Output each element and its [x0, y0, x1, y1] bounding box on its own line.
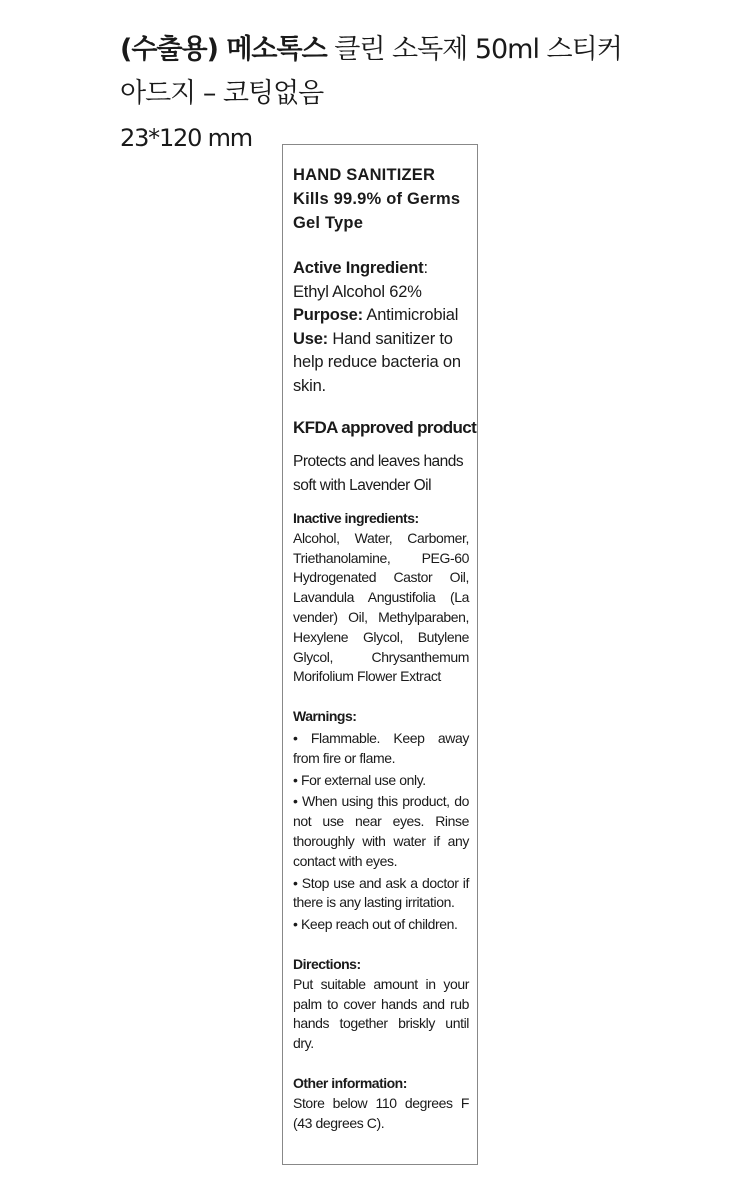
sticker-label [282, 144, 478, 1165]
use-value: Hand sanitizer to help reduce bacteria on skin. [293, 329, 461, 395]
active-ingredient-value: Ethyl Alcohol 62% [293, 282, 422, 301]
warning-item: • When using this product, do not use near eyes. Rinse thoroughly with water if any contact with eyes. [293, 793, 469, 869]
adhesive-spec: 아드지 – 코팅없음 [120, 78, 324, 109]
product-title-rest: 클린 소독제 50ml 스티커 [326, 34, 622, 65]
active-ingredient-block [293, 257, 469, 398]
warning-item: • Flammable. Keep away from fire or flame. [293, 729, 469, 766]
other-heading: Other information: [293, 1074, 407, 1091]
label-content [293, 163, 477, 1133]
label-title-line-3: Gel Type [293, 214, 364, 232]
inactive-text: Alcohol, Water, Carbomer, Triethanolamine, PEG-60 Hydrogenated Castor Oil, Lavandula Angustifolia (La vender) Oil, Methylparaben, Hexylene Glycol, Butylene Glycol, Chrysanthemum Morifolium Flower Extract [293, 529, 469, 685]
warning-item: • Keep reach out of children. [293, 916, 458, 933]
directions-section [293, 955, 469, 1054]
protects-text: Protects and leaves hands soft with Lavender Oil [293, 453, 464, 494]
other-info-section [293, 1074, 469, 1133]
inactive-heading: Inactive ingredients: [293, 510, 419, 526]
directions-text: Put suitable amount in your palm to cover hands and rub hands together briskly until dry. [293, 975, 469, 1052]
other-text: Store below 110 degrees F (43 degrees C). [293, 1094, 469, 1131]
label-title-line-1: HAND SANITIZER [293, 166, 436, 184]
product-title [120, 28, 740, 72]
size-spec: 23*120 mm [120, 124, 252, 152]
purpose-value: Antimicrobial [362, 306, 459, 324]
spec-header [120, 28, 740, 160]
warning-item: • For external use only. [293, 771, 426, 788]
inactive-ingredients-section [293, 509, 469, 687]
active-ingredient-label: Active Ingredient [293, 259, 424, 277]
use-row [293, 328, 469, 399]
use-label: Use: [293, 329, 328, 348]
product-title-bold: (수출용) 메소톡스 [120, 34, 327, 65]
purpose-row [293, 304, 469, 328]
active-ingredient-colon: : [423, 259, 428, 277]
label-title-line-2: Kills 99.9% of Germs [293, 190, 461, 208]
active-ingredient-row [293, 257, 469, 281]
directions-heading: Directions: [293, 955, 361, 972]
kfda-approval: KFDA approved product [293, 418, 477, 437]
purpose-label: Purpose: [293, 306, 363, 324]
warning-item: • Stop use and ask a doctor if there is any lasting irritation. [293, 874, 469, 911]
warnings-section [293, 707, 469, 935]
warnings-heading: Warnings: [293, 708, 357, 725]
